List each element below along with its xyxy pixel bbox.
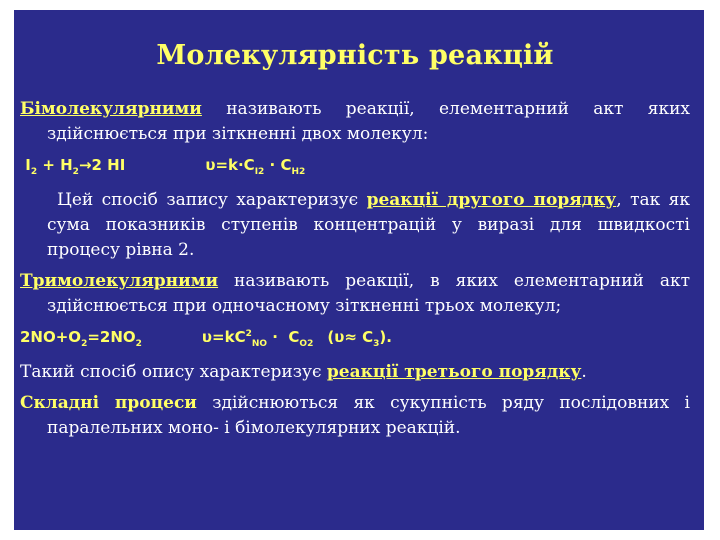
paragraph-third-order: Такий спосіб опису характеризує реакції третього порядку. [20, 362, 587, 382]
arrow-icon: → [78, 156, 92, 174]
paragraph-second-order: Цей спосіб запису характеризує реакції другого порядку, так як сума показників ступенів концентрацій у виразі для швидкості процесу рівна 2. [47, 190, 690, 260]
keyword-complex: Складні процеси [20, 393, 197, 413]
keyword-trimolecular: Тримолекулярними [20, 271, 219, 291]
slide-content [20, 97, 690, 441]
paragraph-complex: Складні процеси здійснюються як сукупність ряду послідовних і паралельних моно- і бімолекулярних реакцій. [20, 393, 690, 438]
paragraph-trimolecular: Тримолекулярними називають реакції, в яких елементарний акт здійснюється при одночасному зіткненні трьох молекул; [20, 271, 690, 316]
slide [14, 10, 704, 530]
paragraph-bimolecular [20, 97, 690, 147]
formula-hi: $I_2 + H_2\to 2$ HI $\upsilon=k\cdot C_{I2} \cdot C_{H2}$ [25, 156, 306, 177]
keyword-bimolecular: Бімолекулярними [20, 99, 202, 119]
keyword-third-order: реакції третього порядку [326, 362, 582, 382]
slide-title: Молекулярність реакцій [156, 40, 554, 71]
formula-no2: $2NO+O_2=2NO_2$ $\upsilon=kC^2_{NO} \cdot C_{O2}$ $(\upsilon\approx C_3)$. [20, 328, 392, 349]
keyword-second-order: реакції другого порядку [366, 190, 617, 210]
paragraph-text: називають реакції, елементарний акт яких здійснюється при зіткненні двох молекул: [47, 99, 690, 144]
